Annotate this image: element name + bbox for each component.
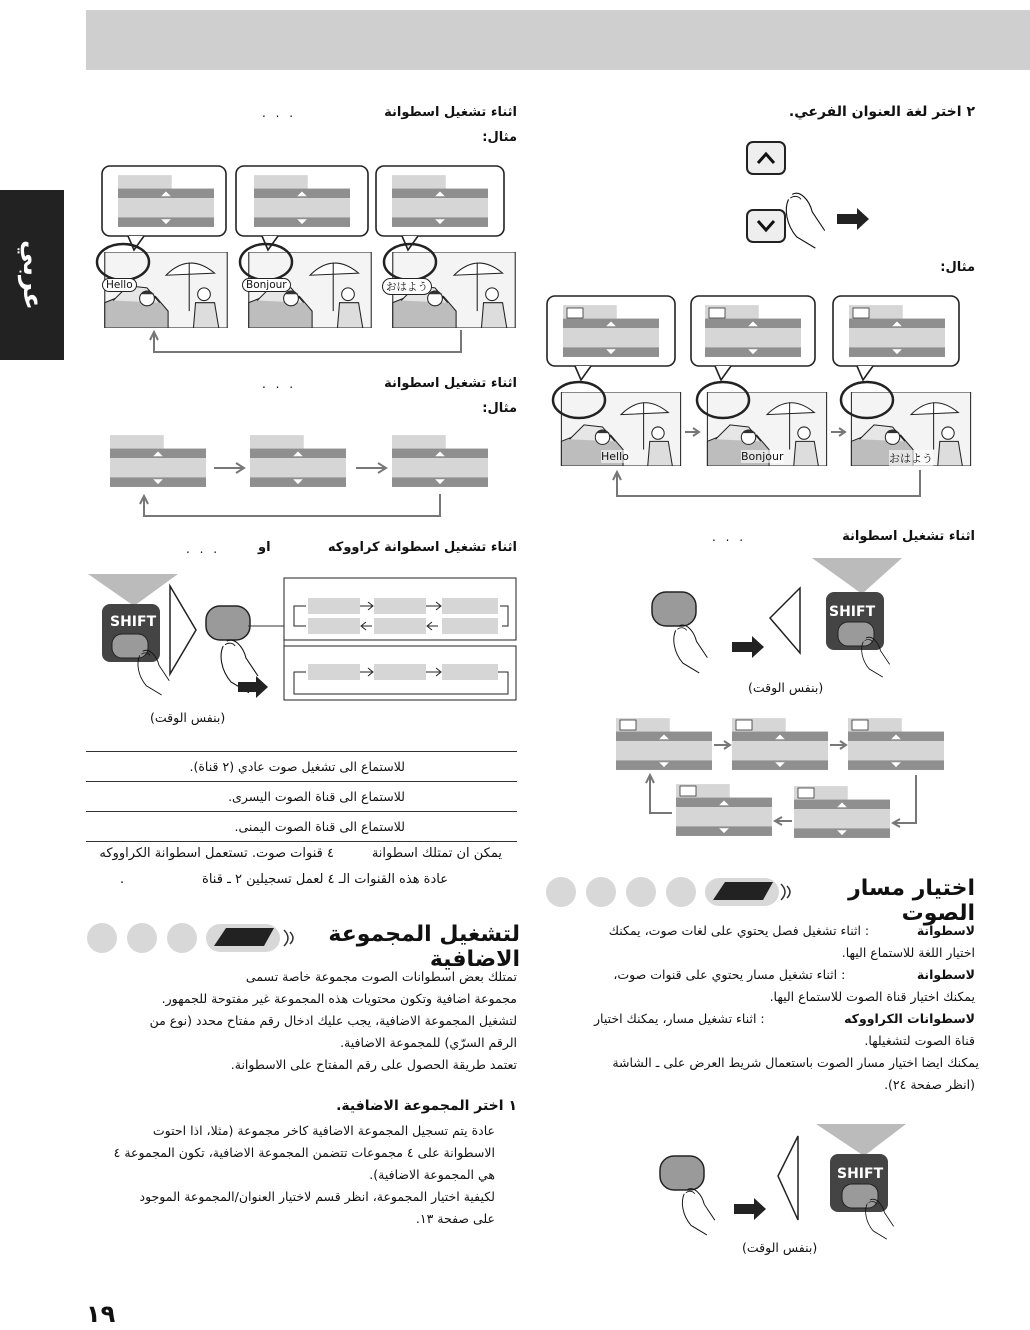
paragraph-line: هي المجموعة الاضافية). xyxy=(369,1167,495,1182)
during-disc-heading: اثناء تشغيل اسطوانة xyxy=(384,376,517,391)
audio-section-title: اختيار مسار الصوت xyxy=(848,876,975,926)
description-text: اختيار اللغة للاستماع اليها. xyxy=(841,945,975,960)
same-time-caption: (بنفس الوقت) xyxy=(742,1240,818,1255)
step2-heading: ٢ اختر لغة العنوان الفرعي. xyxy=(788,104,975,120)
description-text: : اثناء تشغيل مسار، يمكنك اختيار xyxy=(594,1011,765,1026)
paragraph-line: على صفحة ١٣. xyxy=(415,1211,495,1226)
audio-descriptions xyxy=(545,920,979,1096)
bonus-group-section-title: لتشغيل المجموعة الاضافية xyxy=(328,922,520,972)
table-row: للاستماع الى قناة الصوت اليمنى. xyxy=(86,812,517,842)
finger-icon xyxy=(682,1189,714,1235)
bubble-2 xyxy=(691,296,827,466)
example-label: مثال: xyxy=(940,260,975,275)
subtitle-text: おはよう xyxy=(889,452,933,465)
ellipsis: . . . xyxy=(262,377,297,391)
arrow-right-icon xyxy=(734,1198,766,1220)
ellipsis: . . . xyxy=(262,106,297,120)
bubble-3 xyxy=(376,166,515,328)
osd-box xyxy=(250,435,346,489)
osd-box xyxy=(110,435,206,489)
paragraph-line: لتشغيل المجموعة الاضافية، يجب عليك ادخال رقم مفتاح محدد (نوع من xyxy=(149,1013,517,1028)
note-text: (انظر صفحة ٢٤). xyxy=(884,1077,975,1092)
description-text: : اثناء تشغيل مسار يحتوي على قنوات صوت، xyxy=(613,967,846,982)
paragraph-line: تعتمد طريقة الحصول على رقم المفتاح على الاسطوانة. xyxy=(230,1057,517,1072)
note-text: ٤ قنوات صوت. تستعمل اسطوانة الكراووكه xyxy=(99,846,334,861)
note-text: . xyxy=(120,872,125,887)
audio-button[interactable] xyxy=(206,606,250,640)
note-text: يمكنك ايضا اختيار مسار الصوت باستعمال شريط العرض على ـ الشاشة xyxy=(612,1055,979,1070)
paragraph-line: لكيفية اختيار المجموعة، انظر قسم لاختيار العنوان/المجموعة الموجود xyxy=(139,1189,495,1204)
table-row: للاستماع الى تشغيل صوت عادي (٢ قناة). xyxy=(86,752,517,782)
bubble-2 xyxy=(236,166,371,328)
language-side-tab xyxy=(0,190,64,360)
example-label: مثال: xyxy=(482,401,517,416)
channel-table xyxy=(86,751,517,842)
audio-section-header xyxy=(545,872,975,926)
table-row: للاستماع الى قناة الصوت اليسرى. xyxy=(86,782,517,812)
paragraph-line: الرقم السرّي) للمجموعة الاضافية. xyxy=(340,1035,517,1050)
bubble-1 xyxy=(97,166,227,328)
subtitle-text: Bonjour xyxy=(741,450,784,463)
subtitle-text: Hello xyxy=(102,278,137,292)
disc-type-term: لاسطوانات الكراووكه xyxy=(844,1011,975,1026)
audio-icon xyxy=(736,720,752,730)
ellipsis: . . . xyxy=(186,542,221,556)
finger-icon xyxy=(786,193,824,248)
description-text: يمكنك اختيار قناة الصوت للاستماع اليها. xyxy=(769,989,975,1004)
during-disc-heading: اثناء تشغيل اسطوانة xyxy=(842,529,975,544)
disc-type-term: لاسطوانة xyxy=(916,967,975,982)
during-disc-heading: اثناء تشغيل اسطوانة xyxy=(384,105,517,120)
audio-button[interactable] xyxy=(660,1156,704,1190)
step1-heading: ١ اختر المجموعة الاضافية. xyxy=(336,1098,517,1114)
note-text: يمكن ان تمتلك اسطوانة xyxy=(371,846,502,861)
bonus-group-intro xyxy=(97,966,517,1076)
subtitle-example-group xyxy=(545,296,965,505)
subtitle-icon xyxy=(567,308,583,318)
arrow-right-icon xyxy=(837,208,869,230)
sound-icon xyxy=(284,930,293,946)
audio-example-left xyxy=(110,434,490,522)
page-number: ١٩ xyxy=(86,1300,116,1328)
description-text: قناة الصوت لتشغيلها. xyxy=(864,1033,975,1048)
audio-icon xyxy=(798,788,814,798)
ellipsis: . . . xyxy=(712,530,747,544)
subtitle-text: Hello xyxy=(601,450,629,463)
bonus-group-section-header xyxy=(86,918,520,972)
subtitle-text: Bonjour xyxy=(242,278,291,292)
during-karaoke-heading: اثناء تشغيل اسطوانة كراووكه xyxy=(327,540,517,555)
header-band xyxy=(86,10,1030,70)
up-down-buttons-illustration xyxy=(745,140,875,250)
audio-channel-cycle xyxy=(616,717,946,843)
shift-label: SHIFT xyxy=(110,614,157,630)
subtitle-icon xyxy=(709,308,725,318)
subtitle-icon xyxy=(853,308,869,318)
bubble-1 xyxy=(547,296,681,466)
karaoke-shift-illustration xyxy=(88,570,520,710)
audio-icon xyxy=(620,720,636,730)
sound-icon xyxy=(781,884,790,900)
subtitle-text: おはよう xyxy=(382,278,432,295)
finger-icon xyxy=(674,625,708,673)
subtitle-example-left xyxy=(96,166,521,365)
example-label: مثال: xyxy=(482,130,517,145)
paragraph-line: تمتلك بعض اسطوانات الصوت مجموعة خاصة تسمى xyxy=(245,969,517,984)
down-button[interactable] xyxy=(747,210,785,242)
side-tab-label: عربي xyxy=(17,239,47,310)
or-label: او xyxy=(258,540,271,555)
disc-type-term: لاسطوانة xyxy=(916,923,975,938)
osd-box xyxy=(392,435,488,489)
audio-button[interactable] xyxy=(652,592,696,626)
shift-label: SHIFT xyxy=(829,604,876,620)
bubble-3 xyxy=(833,296,971,466)
arrow-right-icon xyxy=(732,636,764,658)
same-time-caption: (بنفس الوقت) xyxy=(748,680,824,695)
description-text: : اثناء تشغيل فصل يحتوي على لغات صوت، يمكنك xyxy=(608,923,870,938)
shift-label: SHIFT xyxy=(837,1166,884,1182)
audio-icon xyxy=(680,786,696,796)
note-text: عادة هذه القنوات الـ ٤ لعمل تسجيلين ٢ ـ قناة xyxy=(202,872,448,887)
paragraph-line: عادة يتم تسجيل المجموعة الاضافية كاخر مجموعة (مثلا، اذا احتوت xyxy=(152,1123,495,1138)
audio-icon xyxy=(852,720,868,730)
up-button[interactable] xyxy=(747,142,785,174)
same-time-caption: (بنفس الوقت) xyxy=(150,710,226,725)
paragraph-line: الاسطوانة على ٤ مجموعات تتضمن المجموعة الاضافية، تكون المجموعة ٤ xyxy=(113,1145,495,1160)
paragraph-line: مجموعة اضافية وتكون محتويات هذه المجموعة غير مفتوحة للجمهور. xyxy=(161,991,517,1006)
step1-body xyxy=(95,1120,495,1230)
